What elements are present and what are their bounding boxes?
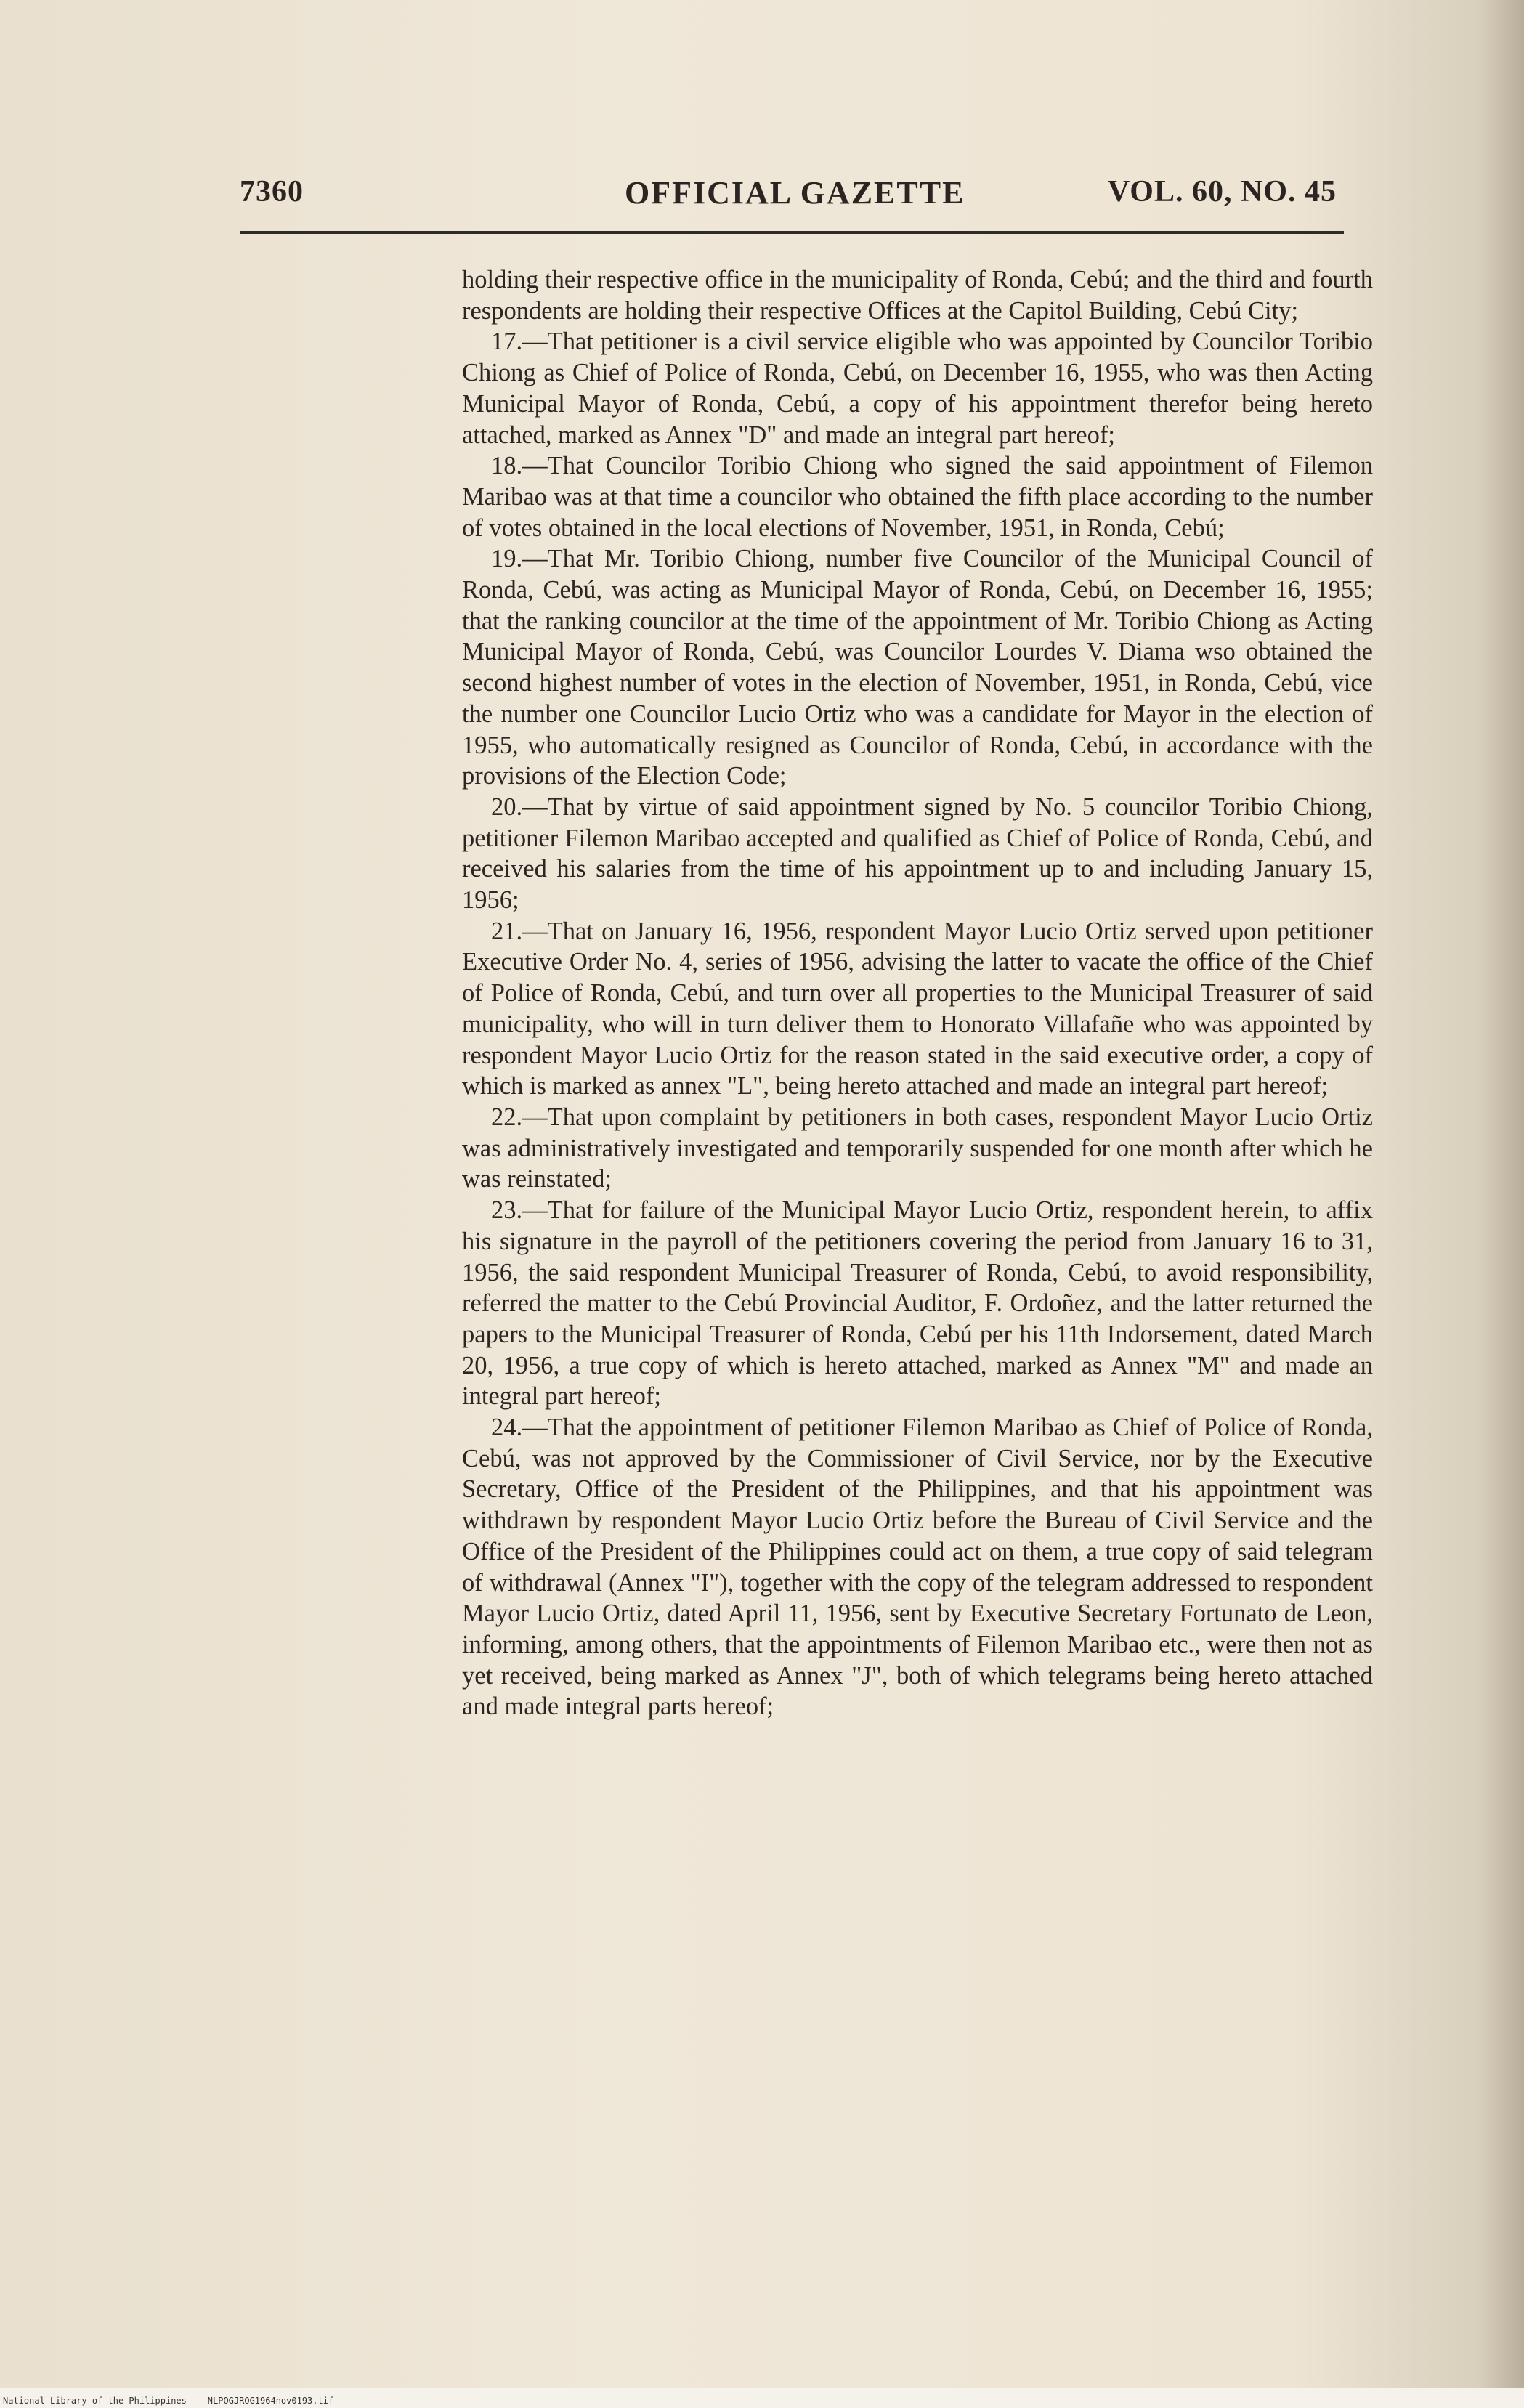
paragraph-22: 22.—That upon complaint by petitioners in both cases, respondent Mayor Lucio Ortiz was administratively investigated and temporarily suspended for one month after which he was reinstated; — [462, 1103, 1373, 1193]
footer-file: NLPOGJROG1964nov0193.tif — [207, 2396, 334, 2406]
body-text — [462, 264, 1373, 1722]
page-number: 7360 — [240, 175, 304, 208]
journal-title: OFFICIAL GAZETTE — [625, 175, 965, 211]
header-rule — [240, 231, 1344, 234]
paragraph-23: 23.—That for failure of the Municipal Mayor Lucio Ortiz, respondent herein, to affix his signature in the payroll of the petitioners covering the period from January 16 to 31, 1956, the said respondent Municipal Treasurer of Ronda, Cebú, to avoid responsibility, referred the matter to the Cebú Provincial Auditor, F. Ordoñez, and the latter returned the papers to the Municipal Treasurer of Ronda, Cebú per his 11th Indorsement, dated March 20, 1956, a true copy of which is hereto attached, marked as Annex "M" and made an integral part hereof; — [462, 1196, 1373, 1411]
scan-footer — [3, 2396, 333, 2406]
paragraph-19: 19.—That Mr. Toribio Chiong, number five Councilor of the Municipal Council of Ronda, Cebú, was acting as Municipal Mayor of Ronda, Cebú, on December 16, 1955; that the ranking councilor at the time of the appointment of Mr. Toribio Chiong as Acting Municipal Mayor of Ronda, Cebú, was Councilor Lourdes V. Diama wso obtained the second highest number of votes in the election of November, 1951, in Ronda, Cebú, vice the number one Councilor Lucio Ortiz who was a candidate for Mayor in the election of 1955, who automatically resigned as Councilor of Ronda, Cebú, in accordance with the provisions of the Election Code; — [462, 545, 1373, 790]
volume-issue: VOL. 60, NO. 45 — [1107, 175, 1337, 208]
paragraph-21: 21.—That on January 16, 1956, respondent Mayor Lucio Ortiz served upon petitioner Executive Order No. 4, series of 1956, advising the latter to vacate the office of the Chief of Police of Ronda, Cebú, and turn over all properties to the Municipal Treasurer of said municipality, who will in turn deliver them to Honorato Villafañe who was appointed by respondent Mayor Lucio Ortiz for the reason stated in the said executive order, a copy of which is marked as annex "L", being hereto attached and made an integral part hereof; — [462, 917, 1373, 1100]
page-header — [240, 174, 1337, 225]
footer-source: National Library of the Philippines — [3, 2396, 187, 2406]
paragraph-24: 24.—That the appointment of petitioner Filemon Maribao as Chief of Police of Ronda, Cebú, was not approved by the Commissioner of Civil Service, nor by the Executive Secretary, Office of the President of the Philippines, and that his appointment was withdrawn by respondent Mayor Lucio Ortiz before the Bureau of Civil Service and the Office of the President of the Philippines could act on them, a true copy of said telegram of withdrawal (Annex "I"), together with the copy of the telegram addressed to respondent Mayor Lucio Ortiz, dated April 11, 1956, sent by Executive Secretary Fortunato de Leon, informing, among others, that the appointments of Filemon Maribao etc., were then not as yet received, being marked as Annex "J", both of which telegrams being hereto attached and made integral parts hereof; — [462, 1414, 1373, 1721]
paragraph-continuation: holding their respective office in the municipality of Ronda, Cebú; and the third and fourth respondents are holding their respective Offices at the Capitol Building, Cebú City; — [462, 266, 1373, 325]
paragraph-17: 17.—That petitioner is a civil service eligible who was appointed by Councilor Toribio Chiong as Chief of Police of Ronda, Cebú, on December 16, 1955, who was then Acting Municipal Mayor of Ronda, Cebú, a copy of his appointment therefor being hereto attached, marked as Annex "D" and made an integral part hereof; — [462, 328, 1373, 449]
paragraph-20: 20.—That by virtue of said appointment signed by No. 5 councilor Toribio Chiong, petitioner Filemon Maribao accepted and qualified as Chief of Police of Ronda, Cebú, and received his salaries from the time of his appointment up to and including January 15, 1956; — [462, 792, 1373, 915]
paragraph-18: 18.—That Councilor Toribio Chiong who signed the said appointment of Filemon Maribao was at that time a councilor who obtained the fifth place according to the number of votes obtained in the local elections of November, 1951, in Ronda, Cebú; — [462, 452, 1373, 542]
